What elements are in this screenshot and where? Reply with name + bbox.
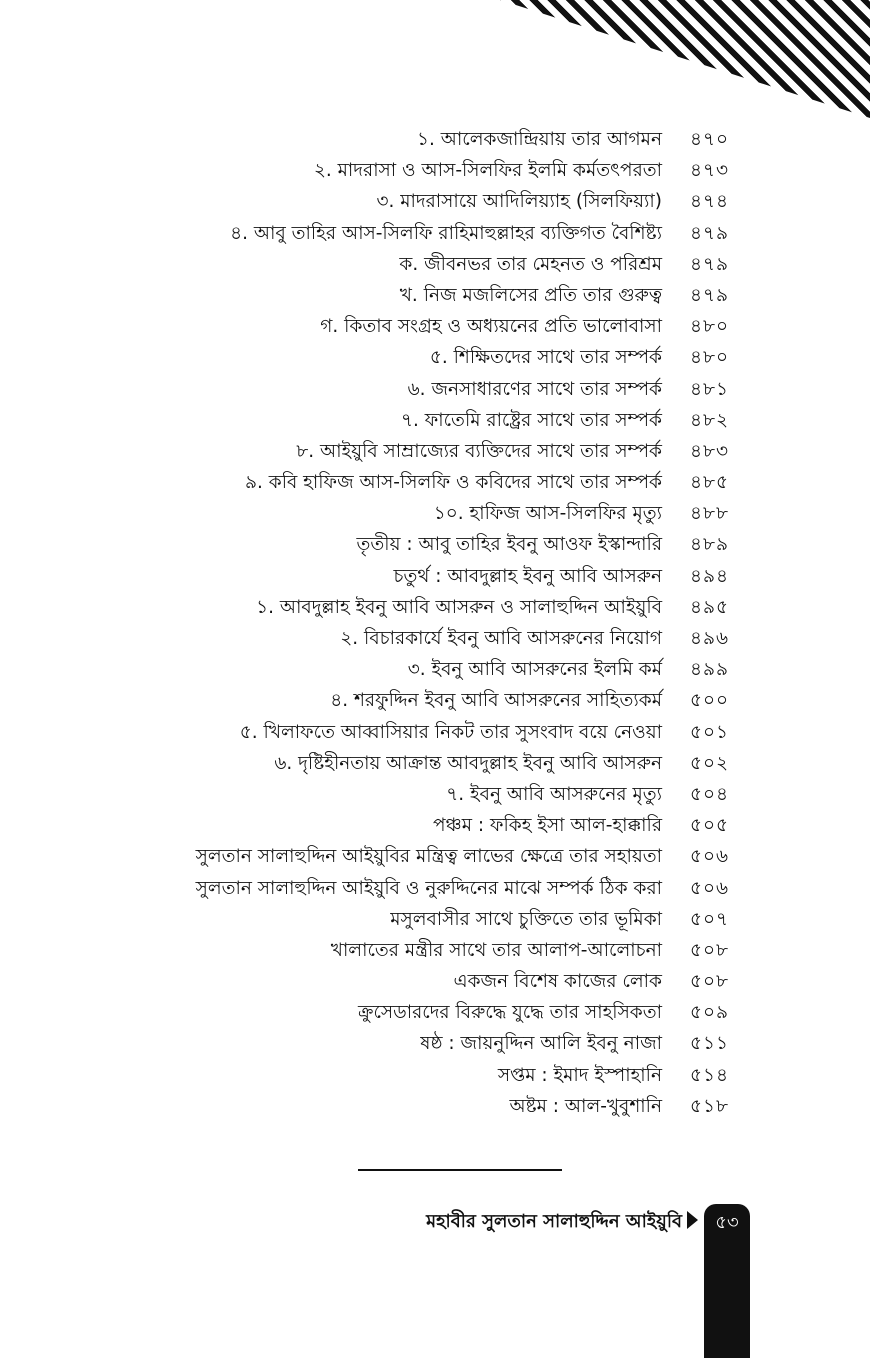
toc-entry-page: ৪৭৯ (690, 222, 730, 244)
toc-entry-page: ৪৮৮ (690, 503, 730, 525)
toc-entry-page: ৪৯৪ (690, 565, 730, 587)
toc-entry-title: একজন বিশেষ কাজের লোক (453, 971, 662, 993)
toc-entry-page: ৪৮৩ (690, 440, 730, 462)
toc-entry-page: ৪৭০ (690, 129, 730, 150)
toc-entry (0, 966, 870, 997)
toc-entry (0, 810, 870, 841)
toc-entry (0, 873, 870, 904)
toc-entry-title: খ. নিজ মজলিসের প্রতি তার গুরুত্ব (399, 284, 662, 306)
toc-entry-title: মসুলবাসীর সাথে চুক্তিতে তার ভূমিকা (390, 908, 662, 930)
toc-entry-title: ২. বিচারকার্যে ইবনু আবি আসরুনের নিয়োগ (340, 628, 662, 649)
toc-entry (0, 218, 870, 249)
toc-entry-page: ৪৮২ (690, 409, 730, 431)
toc-entry-page: ৫০৭ (690, 908, 730, 930)
footer-divider (358, 1169, 562, 1171)
toc-entry-title: ৭. ফাতেমি রাষ্ট্রের সাথে তার সম্পর্ক (400, 409, 662, 431)
toc-entry-title: ৫. খিলাফতে আব্বাসিয়ার নিকট তার সুসংবাদ বয়ে নেওয়া (239, 721, 662, 743)
toc-entry (0, 1028, 870, 1059)
toc-entry (0, 1060, 870, 1091)
toc-entry (0, 841, 870, 872)
toc-entry-page: ৪৮১ (690, 378, 730, 400)
toc-entry-title: ১. আলেকজান্দ্রিয়ায় তার আগমন (416, 129, 662, 150)
page-number: ৫৩ (715, 1212, 739, 1233)
toc-entry-page: ৫০০ (690, 690, 730, 712)
toc-entry-title: পঞ্চম : ফকিহ ইসা আল-হাক্কারি (432, 815, 662, 837)
toc-entry-page: ৫০৫ (690, 815, 730, 837)
toc-entry-page: ৫০৬ (690, 877, 730, 899)
toc-entry-title: সুলতান সালাহুদ্দিন আইয়ুবি ও নুরুদ্দিনের মাঝে সম্পর্ক ঠিক করা (195, 877, 662, 899)
toc-entry (0, 436, 870, 467)
toc-entry-title: ৭. ইবনু আবি আসরুনের মৃত্যু (446, 783, 662, 805)
toc-entry-page: ৫১৪ (690, 1064, 730, 1086)
toc-entry-title: অষ্টম : আল-খুবুশানি (509, 1095, 662, 1117)
toc-entry-page: ৫০৮ (690, 971, 730, 993)
toc-entry (0, 592, 870, 623)
toc-entry (0, 935, 870, 966)
toc-entry-page: ৪৯৯ (690, 659, 730, 681)
toc-entry-title: ৬. জনসাধারণের সাথে তার সম্পর্ক (407, 378, 662, 400)
toc-entry-title: ৫. শিক্ষিতদের সাথে তার সম্পর্ক (429, 347, 662, 369)
toc-entry-title: ১. আবদুল্লাহ ইবনু আবি আসরুন ও সালাহুদ্দিন আইয়ুবি (256, 596, 662, 618)
toc-entry (0, 623, 870, 654)
toc-entry (0, 1091, 870, 1122)
toc-entry-title: সপ্তম : ইমাদ ইস্পাহানি (497, 1064, 662, 1086)
toc-entry (0, 498, 870, 529)
decorative-stripes (500, 0, 870, 118)
toc-entry (0, 561, 870, 592)
toc-entry (0, 467, 870, 498)
toc-entry-title: ক. জীবনভর তার মেহনত ও পরিশ্রম (399, 253, 662, 275)
table-of-contents (0, 124, 870, 1122)
toc-entry (0, 280, 870, 311)
toc-entry-page: ৪৮০ (690, 316, 730, 338)
toc-entry-title: ৪. আবু তাহির আস-সিলফি রাহিমাহুল্লাহর ব্যক্তিগত বৈশিষ্ট্য (230, 222, 662, 244)
toc-entry-page: ৫০৪ (690, 783, 730, 805)
toc-entry (0, 311, 870, 342)
toc-entry (0, 342, 870, 373)
play-arrow-icon (687, 1211, 698, 1229)
toc-entry-page: ৪৭৪ (690, 191, 730, 213)
toc-entry (0, 748, 870, 779)
toc-entry (0, 685, 870, 716)
toc-entry-page: ৫০৬ (690, 846, 730, 868)
toc-entry-title: ৩. মাদরাসায়ে আদিলিয়্যাহ (সিলফিয়্যা) (376, 191, 662, 213)
page-number-tab (704, 1204, 750, 1358)
toc-entry-title: গ. কিতাব সংগ্রহ ও অধ্যয়নের প্রতি ভালোবাসা (320, 316, 662, 338)
toc-entry-title: ৮. আইয়ুবি সাম্রাজ্যের ব্যক্তিদের সাথে তার সম্পর্ক (296, 440, 662, 462)
toc-entry (0, 124, 870, 155)
toc-entry (0, 155, 870, 186)
toc-entry-title: ৯. কবি হাফিজ আস-সিলফি ও কবিদের সাথে তার সম্পর্ক (245, 472, 662, 494)
toc-entry (0, 717, 870, 748)
toc-entry-page: ৪৯৫ (690, 596, 730, 618)
toc-entry-title: ২. মাদরাসা ও আস-সিলফির ইলমি কর্মতৎপরতা (313, 160, 662, 182)
toc-entry-title: ক্রুসেডারদের বিরুদ্ধে যুদ্ধে তার সাহসিকতা (357, 1002, 662, 1024)
toc-entry (0, 405, 870, 436)
toc-entry (0, 186, 870, 217)
toc-entry-page: ৫০২ (690, 752, 730, 774)
toc-entry-page: ৪৮৯ (690, 534, 730, 556)
toc-entry-page: ৪৭৯ (690, 253, 730, 275)
toc-entry (0, 529, 870, 560)
toc-entry (0, 997, 870, 1028)
toc-entry-page: ৫০৮ (690, 939, 730, 961)
toc-entry-title: ৩. ইবনু আবি আসরুনের ইলমি কর্ম (407, 659, 662, 681)
toc-entry-title: সুলতান সালাহুদ্দিন আইয়ুবির মন্ত্রিত্ব লাভের ক্ষেত্রে তার সহায়তা (195, 846, 662, 868)
toc-entry (0, 374, 870, 405)
toc-entry-title: ৬. দৃষ্টিহীনতায় আক্রান্ত আবদুল্লাহ ইবনু আবি আসরুন (274, 752, 662, 774)
toc-entry-page: ৫০১ (690, 721, 730, 743)
toc-entry-page: ৪৮৫ (690, 472, 730, 494)
toc-entry-title: তৃতীয় : আবু তাহির ইবনু আওফ ইস্কান্দারি (356, 534, 662, 556)
toc-entry-title: চতুর্থ : আবদুল্লাহ ইবনু আবি আসরুন (393, 565, 662, 587)
toc-entry-title: ১০. হাফিজ আস-সিলফির মৃত্যু (433, 503, 662, 525)
toc-entry (0, 779, 870, 810)
toc-entry-title: ৪. শরফুদ্দিন ইবনু আবি আসরুনের সাহিত্যকর্ম (330, 690, 662, 712)
toc-entry-page: ৫১৮ (690, 1095, 730, 1117)
toc-entry-page: ৪৭৩ (690, 160, 730, 182)
toc-entry (0, 904, 870, 935)
toc-entry (0, 249, 870, 280)
toc-entry-page: ৪৭৯ (690, 284, 730, 306)
toc-entry-page: ৪৮০ (690, 347, 730, 369)
toc-entry (0, 654, 870, 685)
toc-entry-page: ৫১১ (690, 1033, 730, 1055)
toc-entry-page: ৪৯৬ (690, 628, 730, 649)
toc-entry-page: ৫০৯ (690, 1002, 730, 1024)
book-title: মহাবীর সুলতান সালাহুদ্দিন আইয়ুবি (426, 1211, 682, 1232)
toc-entry-title: খালাতের মন্ত্রীর সাথে তার আলাপ-আলোচনা (330, 939, 662, 961)
toc-entry-title: ষষ্ঠ : জায়নুদ্দিন আলি ইবনু নাজা (420, 1033, 662, 1055)
